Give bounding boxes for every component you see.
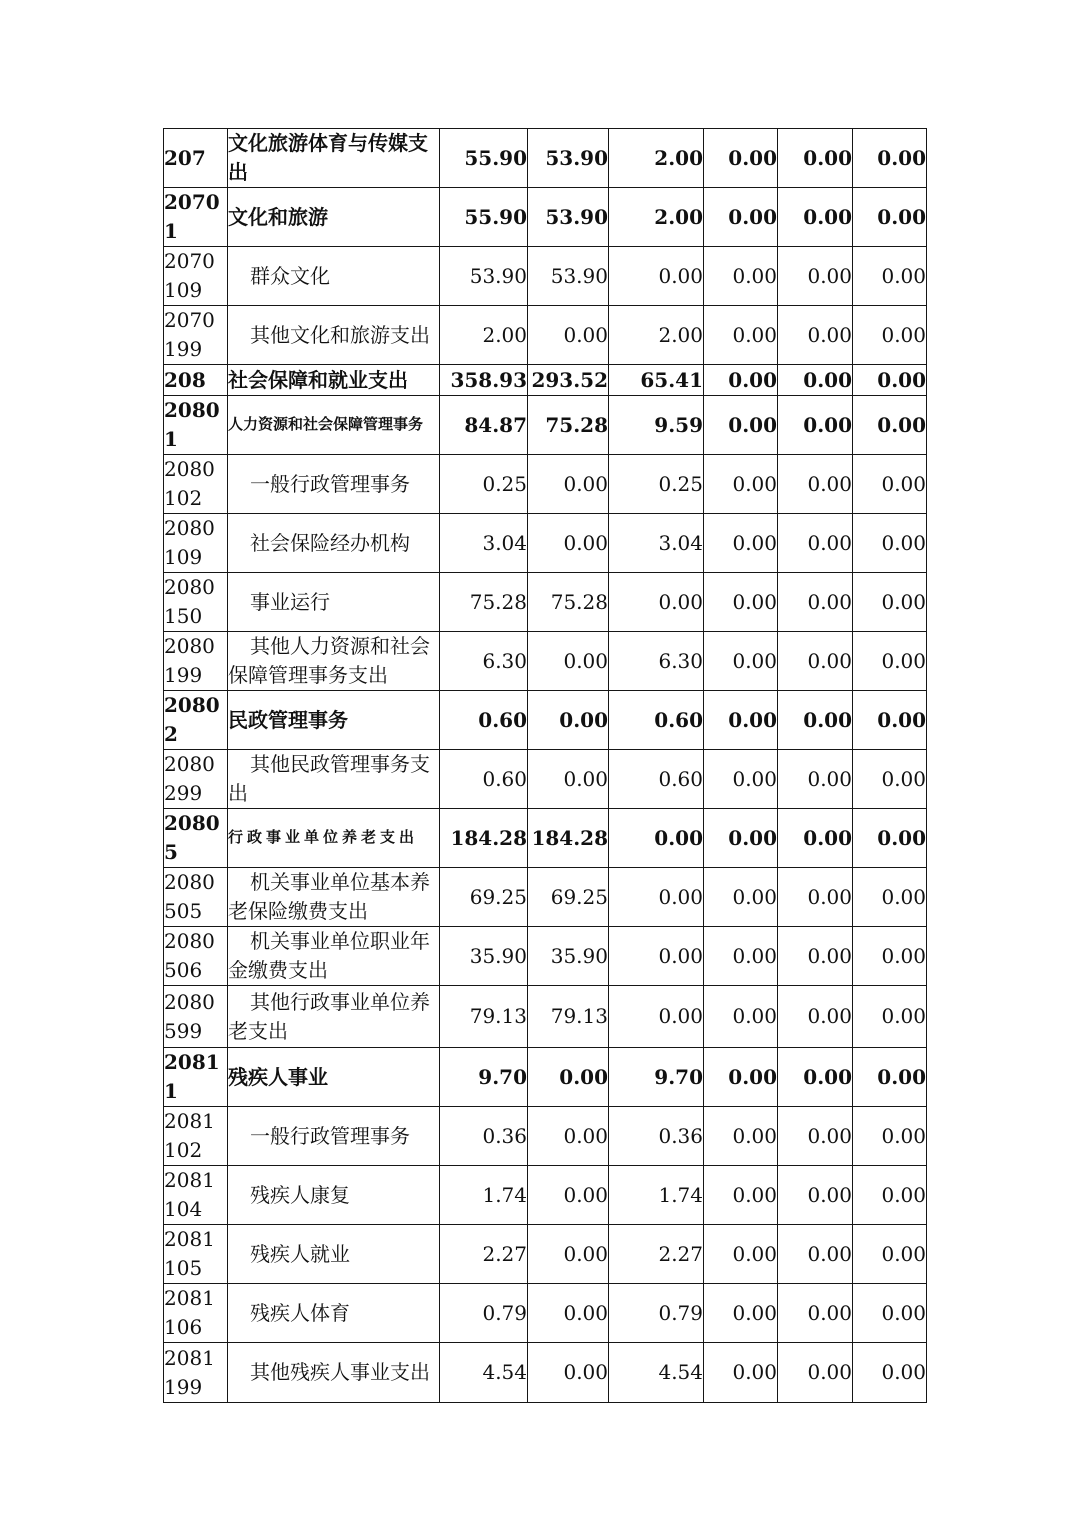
value-cell: 0.00 — [853, 306, 927, 365]
value-cell: 3.04 — [609, 514, 704, 573]
value-cell: 55.90 — [440, 129, 528, 188]
value-cell: 0.00 — [704, 188, 778, 247]
value-cell: 0.25 — [609, 455, 704, 514]
name-cell: 其他行政事业单位养老支出 — [228, 986, 440, 1048]
value-cell: 0.00 — [778, 1048, 853, 1107]
value-cell: 0.00 — [704, 1166, 778, 1225]
value-cell: 0.00 — [853, 514, 927, 573]
name-cell: 行政事业单位养老支出 — [228, 809, 440, 868]
value-cell: 0.00 — [853, 868, 927, 927]
value-cell: 0.00 — [704, 514, 778, 573]
table-row — [164, 1107, 927, 1166]
name-cell: 机关事业单位基本养老保险缴费支出 — [228, 868, 440, 927]
name-cell: 群众文化 — [228, 247, 440, 306]
table-row — [164, 573, 927, 632]
table-row — [164, 691, 927, 750]
value-cell: 0.00 — [704, 247, 778, 306]
name-cell: 民政管理事务 — [228, 691, 440, 750]
budget-table — [163, 128, 927, 1403]
value-cell: 65.41 — [609, 365, 704, 396]
code-cell: 2080505 — [164, 868, 228, 927]
value-cell: 0.00 — [778, 1225, 853, 1284]
value-cell: 79.13 — [528, 986, 609, 1048]
value-cell: 53.90 — [440, 247, 528, 306]
table-row — [164, 750, 927, 809]
value-cell: 75.28 — [528, 573, 609, 632]
code-cell: 2080199 — [164, 632, 228, 691]
code-cell: 2081102 — [164, 1107, 228, 1166]
value-cell: 2.27 — [440, 1225, 528, 1284]
value-cell: 0.00 — [853, 1107, 927, 1166]
table-row — [164, 365, 927, 396]
table-row — [164, 986, 927, 1048]
value-cell: 2.00 — [609, 129, 704, 188]
value-cell: 184.28 — [440, 809, 528, 868]
value-cell: 0.00 — [609, 986, 704, 1048]
value-cell: 0.36 — [440, 1107, 528, 1166]
value-cell: 6.30 — [609, 632, 704, 691]
name-cell: 社会保障和就业支出 — [228, 365, 440, 396]
value-cell: 0.00 — [853, 1048, 927, 1107]
value-cell: 0.79 — [440, 1284, 528, 1343]
name-cell: 残疾人就业 — [228, 1225, 440, 1284]
value-cell: 6.30 — [440, 632, 528, 691]
name-cell: 其他残疾人事业支出 — [228, 1343, 440, 1403]
value-cell: 3.04 — [440, 514, 528, 573]
table-row — [164, 1225, 927, 1284]
value-cell: 0.00 — [853, 750, 927, 809]
value-cell: 4.54 — [440, 1343, 528, 1403]
table-row — [164, 632, 927, 691]
name-cell: 机关事业单位职业年金缴费支出 — [228, 927, 440, 986]
name-cell: 文化旅游体育与传媒支出 — [228, 129, 440, 188]
value-cell: 0.00 — [778, 632, 853, 691]
value-cell: 0.00 — [778, 750, 853, 809]
value-cell: 0.00 — [778, 927, 853, 986]
value-cell: 84.87 — [440, 396, 528, 455]
code-cell: 2080506 — [164, 927, 228, 986]
value-cell: 0.00 — [528, 1225, 609, 1284]
value-cell: 0.00 — [853, 1166, 927, 1225]
budget-table-body — [164, 129, 927, 1403]
value-cell: 0.00 — [609, 809, 704, 868]
value-cell: 2.00 — [609, 188, 704, 247]
value-cell: 0.00 — [704, 365, 778, 396]
value-cell: 55.90 — [440, 188, 528, 247]
value-cell: 0.00 — [853, 573, 927, 632]
value-cell: 0.79 — [609, 1284, 704, 1343]
value-cell: 0.60 — [609, 750, 704, 809]
name-cell: 事业运行 — [228, 573, 440, 632]
value-cell: 0.00 — [704, 1225, 778, 1284]
name-cell: 残疾人事业 — [228, 1048, 440, 1107]
table-row — [164, 868, 927, 927]
value-cell: 0.00 — [609, 927, 704, 986]
table-row — [164, 809, 927, 868]
value-cell: 0.36 — [609, 1107, 704, 1166]
value-cell: 0.00 — [853, 247, 927, 306]
value-cell: 0.00 — [609, 868, 704, 927]
value-cell: 0.00 — [778, 1166, 853, 1225]
table-row — [164, 306, 927, 365]
name-cell: 文化和旅游 — [228, 188, 440, 247]
value-cell: 0.00 — [704, 1284, 778, 1343]
value-cell: 0.00 — [853, 396, 927, 455]
value-cell: 0.00 — [778, 809, 853, 868]
code-cell: 2081106 — [164, 1284, 228, 1343]
value-cell: 0.00 — [853, 129, 927, 188]
code-cell: 2080299 — [164, 750, 228, 809]
value-cell: 4.54 — [609, 1343, 704, 1403]
value-cell: 0.00 — [778, 1284, 853, 1343]
value-cell: 0.00 — [778, 986, 853, 1048]
table-row — [164, 1166, 927, 1225]
value-cell: 2.00 — [440, 306, 528, 365]
value-cell: 0.00 — [853, 455, 927, 514]
value-cell: 2.00 — [609, 306, 704, 365]
name-cell: 一般行政管理事务 — [228, 1107, 440, 1166]
value-cell: 0.00 — [778, 514, 853, 573]
code-cell: 20802 — [164, 691, 228, 750]
value-cell: 9.70 — [609, 1048, 704, 1107]
name-cell: 人力资源和社会保障管理事务 — [228, 396, 440, 455]
name-cell: 残疾人体育 — [228, 1284, 440, 1343]
value-cell: 0.00 — [853, 1284, 927, 1343]
code-cell: 2081105 — [164, 1225, 228, 1284]
value-cell: 0.00 — [528, 1284, 609, 1343]
value-cell: 0.00 — [704, 691, 778, 750]
value-cell: 0.00 — [528, 632, 609, 691]
code-cell: 20805 — [164, 809, 228, 868]
code-cell: 20701 — [164, 188, 228, 247]
value-cell: 0.00 — [528, 455, 609, 514]
value-cell: 9.59 — [609, 396, 704, 455]
value-cell: 0.00 — [528, 691, 609, 750]
value-cell: 0.60 — [440, 750, 528, 809]
table-row — [164, 927, 927, 986]
value-cell: 1.74 — [440, 1166, 528, 1225]
value-cell: 0.00 — [704, 455, 778, 514]
value-cell: 0.00 — [528, 306, 609, 365]
value-cell: 35.90 — [440, 927, 528, 986]
value-cell: 0.00 — [853, 1225, 927, 1284]
value-cell: 0.00 — [853, 365, 927, 396]
value-cell: 0.00 — [778, 1343, 853, 1403]
table-row — [164, 247, 927, 306]
value-cell: 0.00 — [778, 306, 853, 365]
value-cell: 0.00 — [704, 1107, 778, 1166]
value-cell: 0.00 — [853, 927, 927, 986]
value-cell: 0.00 — [704, 1343, 778, 1403]
value-cell: 35.90 — [528, 927, 609, 986]
value-cell: 0.00 — [704, 396, 778, 455]
value-cell: 0.00 — [778, 365, 853, 396]
value-cell: 0.00 — [528, 750, 609, 809]
name-cell: 残疾人康复 — [228, 1166, 440, 1225]
code-cell: 2080599 — [164, 986, 228, 1048]
table-row — [164, 129, 927, 188]
table-row — [164, 455, 927, 514]
name-cell: 其他人力资源和社会保障管理事务支出 — [228, 632, 440, 691]
value-cell: 184.28 — [528, 809, 609, 868]
value-cell: 0.00 — [609, 247, 704, 306]
value-cell: 9.70 — [440, 1048, 528, 1107]
value-cell: 0.00 — [778, 247, 853, 306]
name-cell: 其他民政管理事务支出 — [228, 750, 440, 809]
code-cell: 2080109 — [164, 514, 228, 573]
value-cell: 2.27 — [609, 1225, 704, 1284]
table-row — [164, 1343, 927, 1403]
code-cell: 207 — [164, 129, 228, 188]
code-cell: 2070109 — [164, 247, 228, 306]
value-cell: 0.00 — [853, 986, 927, 1048]
table-row — [164, 396, 927, 455]
value-cell: 0.60 — [609, 691, 704, 750]
value-cell: 0.60 — [440, 691, 528, 750]
value-cell: 0.00 — [778, 455, 853, 514]
code-cell: 208 — [164, 365, 228, 396]
value-cell: 0.00 — [853, 691, 927, 750]
value-cell: 0.00 — [778, 573, 853, 632]
value-cell: 53.90 — [528, 188, 609, 247]
value-cell: 0.00 — [704, 986, 778, 1048]
table-row — [164, 188, 927, 247]
value-cell: 0.00 — [853, 1343, 927, 1403]
table-row — [164, 514, 927, 573]
value-cell: 0.00 — [528, 1343, 609, 1403]
code-cell: 20801 — [164, 396, 228, 455]
name-cell: 社会保险经办机构 — [228, 514, 440, 573]
value-cell: 0.00 — [528, 1166, 609, 1225]
value-cell: 0.00 — [528, 1107, 609, 1166]
value-cell: 0.00 — [704, 573, 778, 632]
value-cell: 0.00 — [609, 573, 704, 632]
value-cell: 0.00 — [853, 632, 927, 691]
value-cell: 0.00 — [704, 750, 778, 809]
value-cell: 0.00 — [778, 129, 853, 188]
code-cell: 2081199 — [164, 1343, 228, 1403]
value-cell: 293.52 — [528, 365, 609, 396]
value-cell: 0.00 — [704, 129, 778, 188]
code-cell: 2080102 — [164, 455, 228, 514]
value-cell: 0.00 — [778, 691, 853, 750]
code-cell: 2081104 — [164, 1166, 228, 1225]
value-cell: 0.00 — [778, 188, 853, 247]
value-cell: 0.00 — [528, 1048, 609, 1107]
code-cell: 2080150 — [164, 573, 228, 632]
value-cell: 69.25 — [528, 868, 609, 927]
value-cell: 0.00 — [528, 514, 609, 573]
value-cell: 69.25 — [440, 868, 528, 927]
value-cell: 75.28 — [528, 396, 609, 455]
value-cell: 0.00 — [704, 1048, 778, 1107]
table-row — [164, 1284, 927, 1343]
value-cell: 53.90 — [528, 247, 609, 306]
value-cell: 0.00 — [704, 927, 778, 986]
name-cell: 其他文化和旅游支出 — [228, 306, 440, 365]
value-cell: 79.13 — [440, 986, 528, 1048]
value-cell: 0.00 — [704, 632, 778, 691]
value-cell: 1.74 — [609, 1166, 704, 1225]
value-cell: 0.00 — [853, 188, 927, 247]
value-cell: 0.00 — [778, 1107, 853, 1166]
value-cell: 0.25 — [440, 455, 528, 514]
value-cell: 0.00 — [853, 809, 927, 868]
value-cell: 0.00 — [704, 809, 778, 868]
value-cell: 0.00 — [778, 396, 853, 455]
name-cell: 一般行政管理事务 — [228, 455, 440, 514]
value-cell: 0.00 — [704, 306, 778, 365]
value-cell: 358.93 — [440, 365, 528, 396]
value-cell: 0.00 — [704, 868, 778, 927]
code-cell: 2070199 — [164, 306, 228, 365]
value-cell: 0.00 — [778, 868, 853, 927]
value-cell: 53.90 — [528, 129, 609, 188]
code-cell: 20811 — [164, 1048, 228, 1107]
table-row — [164, 1048, 927, 1107]
value-cell: 75.28 — [440, 573, 528, 632]
